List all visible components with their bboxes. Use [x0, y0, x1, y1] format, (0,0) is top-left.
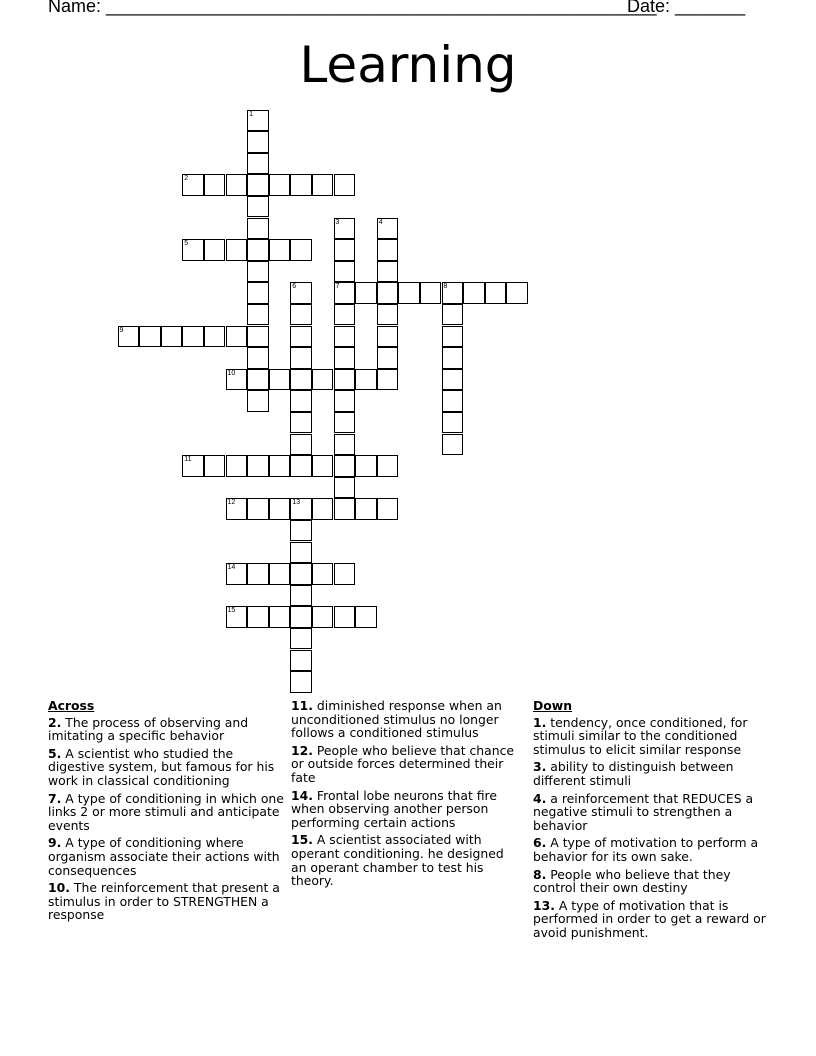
crossword-cell[interactable] — [247, 369, 269, 391]
clue-number: 4. — [533, 790, 547, 806]
clue-number-label: 7 — [335, 283, 340, 291]
crossword-cell[interactable] — [290, 563, 312, 585]
crossword-cell[interactable] — [182, 239, 204, 261]
crossword-cell[interactable] — [247, 174, 269, 196]
across-heading: Across — [48, 698, 95, 713]
crossword-cell[interactable] — [442, 412, 464, 434]
clue-item — [48, 836, 284, 877]
name-field-line: Name: _______________________________________________________ — [48, 0, 657, 16]
down-clues-column — [533, 699, 773, 944]
crossword-cell[interactable] — [247, 261, 269, 283]
crossword-cell[interactable] — [334, 218, 356, 240]
crossword-cell[interactable] — [226, 498, 248, 520]
crossword-cell[interactable] — [226, 369, 248, 391]
crossword-cell[interactable] — [334, 304, 356, 326]
crossword-cell[interactable] — [355, 455, 377, 477]
crossword-cell[interactable] — [290, 650, 312, 672]
clue-number-label: 4 — [378, 218, 383, 226]
clue-item — [533, 792, 773, 833]
clue-item — [291, 789, 517, 830]
crossword-cell[interactable] — [247, 390, 269, 412]
crossword-cell[interactable] — [398, 282, 420, 304]
clue-text: A type of conditioning in which one links 2 or more stimuli and anticipate events — [48, 790, 284, 833]
crossword-cell[interactable] — [312, 563, 334, 585]
crossword-cell[interactable] — [247, 239, 269, 261]
crossword-cell[interactable] — [290, 304, 312, 326]
clue-text: People who believe that chance or outside forces determined their fate — [291, 742, 515, 785]
crossword-cell[interactable] — [442, 304, 464, 326]
crossword-cell[interactable] — [377, 304, 399, 326]
clue-item — [533, 868, 773, 895]
clue-text: A scientist who studied the digestive system, but famous for his work in classical conditioning — [48, 745, 275, 788]
crossword-cell[interactable] — [226, 239, 248, 261]
clue-number: 2. — [48, 714, 62, 730]
clue-text: People who believe that they control their own destiny — [533, 866, 731, 896]
crossword-cell[interactable] — [377, 239, 399, 261]
clue-item — [533, 836, 773, 863]
crossword-cell[interactable] — [334, 261, 356, 283]
crossword-cell[interactable] — [247, 153, 269, 175]
clue-item — [48, 747, 284, 788]
clue-number: 14. — [291, 787, 313, 803]
clue-item — [48, 792, 284, 833]
crossword-cell[interactable] — [290, 542, 312, 564]
crossword-cell[interactable] — [355, 282, 377, 304]
crossword-cell[interactable] — [334, 455, 356, 477]
crossword-cell[interactable] — [118, 326, 140, 348]
crossword-cell[interactable] — [442, 369, 464, 391]
crossword-cell[interactable] — [290, 412, 312, 434]
crossword-cell[interactable] — [269, 606, 291, 628]
crossword-cell[interactable] — [226, 455, 248, 477]
crossword-cell[interactable] — [290, 671, 312, 693]
crossword-cell[interactable] — [290, 585, 312, 607]
clue-number-label: 10 — [227, 369, 236, 377]
crossword-cell[interactable] — [226, 606, 248, 628]
clue-number: 3. — [533, 759, 547, 775]
crossword-cell[interactable] — [247, 563, 269, 585]
crossword-cell[interactable] — [290, 282, 312, 304]
crossword-cell[interactable] — [161, 326, 183, 348]
crossword-cell[interactable] — [247, 304, 269, 326]
clue-text: The reinforcement that present a stimulus in order to STRENGTHEN a response — [48, 880, 280, 923]
crossword-cell[interactable] — [377, 498, 399, 520]
crossword-cell[interactable] — [247, 110, 269, 132]
crossword-cell[interactable] — [269, 369, 291, 391]
crossword-cell[interactable] — [290, 174, 312, 196]
clue-text: A type of motivation that is performed in order to get a reward or avoid punishment. — [533, 897, 766, 940]
crossword-cell[interactable] — [442, 434, 464, 456]
clue-number-label: 6 — [292, 283, 297, 291]
clue-number-label: 9 — [119, 326, 124, 334]
clue-number-label: 8 — [443, 283, 448, 291]
clue-text: A scientist associated with operant conditioning. he designed an operant chamber to test his theory. — [291, 832, 504, 889]
crossword-cell[interactable] — [247, 326, 269, 348]
crossword-cell[interactable] — [442, 347, 464, 369]
crossword-cell[interactable] — [290, 434, 312, 456]
across-clues-column — [48, 699, 284, 926]
crossword-cell[interactable] — [269, 455, 291, 477]
crossword-cell[interactable] — [334, 606, 356, 628]
crossword-cell[interactable] — [290, 369, 312, 391]
crossword-cell[interactable] — [334, 390, 356, 412]
clue-item — [291, 699, 517, 740]
page-title: Learning — [299, 36, 517, 94]
crossword-cell[interactable] — [334, 174, 356, 196]
crossword-cell[interactable] — [334, 326, 356, 348]
clue-number-label: 3 — [335, 218, 340, 226]
crossword-cell[interactable] — [247, 455, 269, 477]
crossword-cell[interactable] — [247, 606, 269, 628]
crossword-cell[interactable] — [420, 282, 442, 304]
clue-text: A type of conditioning where organism associate their actions with consequences — [48, 835, 280, 878]
clue-text: a reinforcement that REDUCES a negative stimuli to strengthen a behavior — [533, 790, 754, 833]
crossword-cell[interactable] — [290, 520, 312, 542]
crossword-cell[interactable] — [355, 498, 377, 520]
crossword-cell[interactable] — [182, 174, 204, 196]
clue-number: 12. — [291, 742, 313, 758]
crossword-cell[interactable] — [334, 282, 356, 304]
crossword-cell[interactable] — [377, 369, 399, 391]
crossword-cell[interactable] — [334, 563, 356, 585]
crossword-cell[interactable] — [312, 369, 334, 391]
crossword-cell[interactable] — [247, 196, 269, 218]
crossword-cell[interactable] — [334, 477, 356, 499]
clue-item — [291, 833, 517, 887]
crossword-cell[interactable] — [377, 347, 399, 369]
crossword-cell[interactable] — [204, 326, 226, 348]
crossword-cell[interactable] — [226, 174, 248, 196]
clue-text: A type of motivation to perform a behavior for its own sake. — [533, 835, 759, 864]
crossword-cell[interactable] — [442, 390, 464, 412]
crossword-cell[interactable] — [334, 434, 356, 456]
crossword-cell[interactable] — [377, 218, 399, 240]
date-field-line: Date: _______ — [627, 0, 746, 16]
clue-number-label: 1 — [249, 110, 253, 118]
clue-item — [291, 744, 517, 785]
across-clue-list — [48, 716, 284, 922]
crossword-cell[interactable] — [312, 174, 334, 196]
clue-number: 10. — [48, 880, 70, 896]
crossword-cell[interactable] — [377, 282, 399, 304]
crossword-cell[interactable] — [247, 218, 269, 240]
clue-number: 13. — [533, 897, 555, 913]
clue-item — [533, 899, 773, 940]
clue-text: ability to distinguish between different stimuli — [533, 759, 734, 788]
clue-text: tendency, once conditioned, for stimuli similar to the conditioned stimulus to elicit similar response — [533, 714, 748, 757]
crossword-cell[interactable] — [290, 498, 312, 520]
crossword-cell[interactable] — [204, 455, 226, 477]
crossword-cell[interactable] — [377, 261, 399, 283]
crossword-cell[interactable] — [269, 174, 291, 196]
crossword-cell[interactable] — [226, 563, 248, 585]
crossword-cell[interactable] — [377, 326, 399, 348]
crossword-cell[interactable] — [355, 606, 377, 628]
crossword-cell[interactable] — [247, 498, 269, 520]
crossword-cell[interactable] — [290, 455, 312, 477]
crossword-cell[interactable] — [247, 347, 269, 369]
crossword-cell[interactable] — [463, 282, 485, 304]
crossword-cell[interactable] — [290, 606, 312, 628]
crossword-cell[interactable] — [334, 412, 356, 434]
crossword-cell[interactable] — [334, 239, 356, 261]
crossword-cell[interactable] — [312, 606, 334, 628]
clue-item — [533, 716, 773, 757]
crossword-cell[interactable] — [312, 455, 334, 477]
crossword-cell[interactable] — [139, 326, 161, 348]
crossword-cell[interactable] — [290, 390, 312, 412]
crossword-cell[interactable] — [334, 369, 356, 391]
crossword-cell[interactable] — [204, 239, 226, 261]
clue-number-label: 14 — [227, 564, 236, 572]
clue-number: 1. — [533, 714, 547, 730]
clue-number-label: 12 — [227, 499, 236, 507]
clue-number: 11. — [291, 698, 313, 713]
clue-item — [48, 716, 284, 743]
crossword-cell[interactable] — [182, 455, 204, 477]
crossword-cell[interactable] — [182, 326, 204, 348]
crossword-cell[interactable] — [204, 174, 226, 196]
clue-number-label: 11 — [184, 456, 192, 464]
crossword-cell[interactable] — [334, 347, 356, 369]
clue-number: 9. — [48, 835, 62, 851]
down-clue-list — [533, 716, 773, 940]
clue-number-label: 5 — [184, 240, 189, 248]
crossword-cell[interactable] — [290, 347, 312, 369]
crossword-cell[interactable] — [377, 455, 399, 477]
crossword-cell[interactable] — [290, 239, 312, 261]
crossword-cell[interactable] — [290, 326, 312, 348]
across-clues-continued — [291, 699, 517, 892]
clue-number-label: 13 — [292, 499, 301, 507]
clue-number: 8. — [533, 866, 547, 882]
crossword-cell[interactable] — [334, 498, 356, 520]
down-heading: Down — [533, 698, 573, 713]
crossword-cell[interactable] — [506, 282, 528, 304]
clue-number: 15. — [291, 832, 313, 848]
crossword-cell[interactable] — [269, 239, 291, 261]
clue-number: 5. — [48, 745, 62, 761]
clue-number: 7. — [48, 790, 62, 806]
clue-number: 6. — [533, 835, 547, 851]
crossword-cell[interactable] — [247, 131, 269, 153]
clue-item — [533, 760, 773, 787]
crossword-cell[interactable] — [269, 563, 291, 585]
clue-text: diminished response when an unconditioned stimulus no longer follows a conditioned stimulus — [291, 698, 502, 741]
crossword-cell[interactable] — [312, 498, 334, 520]
crossword-cell[interactable] — [269, 498, 291, 520]
crossword-cell[interactable] — [485, 282, 507, 304]
clue-number-label: 2 — [184, 175, 189, 183]
crossword-cell[interactable] — [247, 282, 269, 304]
clue-item — [48, 881, 284, 922]
crossword-cell[interactable] — [442, 282, 464, 304]
clue-number-label: 15 — [227, 607, 236, 615]
crossword-cell[interactable] — [226, 326, 248, 348]
crossword-cell[interactable] — [355, 369, 377, 391]
across-clue-list-continued — [291, 699, 517, 888]
crossword-cell[interactable] — [290, 628, 312, 650]
crossword-cell[interactable] — [442, 326, 464, 348]
clue-text: The process of observing and imitating a specific behavior — [48, 714, 249, 744]
clue-text: Frontal lobe neurons that fire when observing another person performing certain actions — [291, 787, 497, 830]
